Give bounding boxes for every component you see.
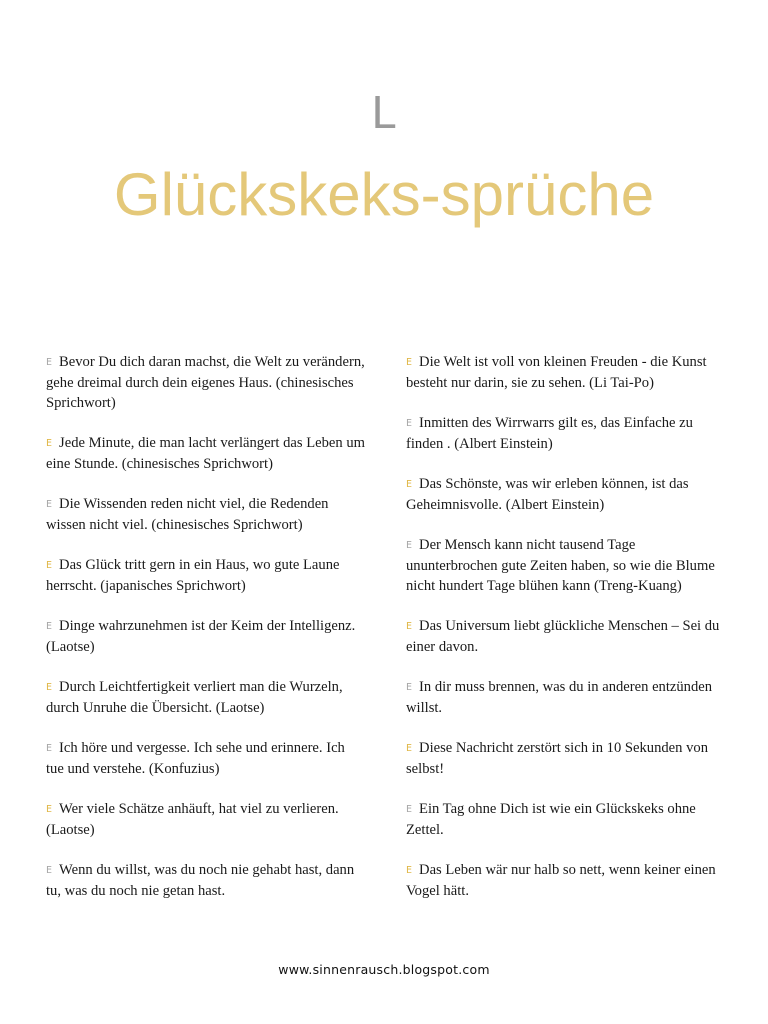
- bullet-icon: E: [46, 560, 53, 571]
- bullet-icon: E: [46, 743, 53, 754]
- bullet-icon: E: [46, 438, 53, 449]
- quote-text: Ich höre und vergesse. Ich sehe und erinnere. Ich tue und verstehe. (Konfuzius): [46, 740, 345, 777]
- quotes-right-column: [406, 352, 726, 921]
- quote-item: [406, 535, 726, 596]
- bullet-icon: E: [46, 682, 53, 693]
- bullet-icon: E: [406, 479, 413, 490]
- quote-text: Die Welt ist voll von kleinen Freuden - die Kunst besteht nur darin, sie zu sehen. (Li Tai-Po): [406, 354, 707, 391]
- quote-item: [46, 677, 366, 718]
- bullet-icon: E: [46, 621, 53, 632]
- quote-text: In dir muss brennen, was du in anderen entzünden willst.: [406, 679, 713, 716]
- quote-item: [46, 352, 366, 413]
- bullet-icon: E: [406, 540, 413, 551]
- quote-text: Inmitten des Wirrwarrs gilt es, das Einfache zu finden . (Albert Einstein): [406, 415, 693, 452]
- bullet-icon: E: [406, 743, 413, 754]
- quote-item: [46, 738, 366, 779]
- quote-item: [406, 860, 726, 901]
- quote-text: Dinge wahrzunehmen ist der Keim der Intelligenz. (Laotse): [46, 618, 356, 655]
- bullet-icon: E: [46, 499, 53, 510]
- quote-text: Das Glück tritt gern in ein Haus, wo gute Laune herrscht. (japanisches Sprichwort): [46, 557, 340, 594]
- bullet-icon: E: [46, 357, 53, 368]
- quote-item: [406, 677, 726, 718]
- quote-text: Bevor Du dich daran machst, die Welt zu verändern, gehe dreimal durch dein eigenes Haus. (chinesisches Sprichwort): [46, 354, 365, 411]
- logo-mark: L: [370, 88, 398, 139]
- quote-text: Diese Nachricht zerstört sich in 10 Sekunden von selbst!: [406, 740, 708, 777]
- footer-url[interactable]: www.sinnenrausch.blogspot.com: [278, 962, 490, 977]
- quote-text: Durch Leichtfertigkeit verliert man die Wurzeln, durch Unruhe die Übersicht. (Laotse): [46, 679, 343, 716]
- quote-item: [406, 474, 726, 515]
- page-title: Glückskeks-sprüche: [113, 161, 655, 228]
- bullet-icon: E: [406, 621, 413, 632]
- bullet-icon: E: [46, 804, 53, 815]
- quote-text: Das Leben wär nur halb so nett, wenn keiner einen Vogel hätt.: [406, 862, 716, 899]
- quote-item: [406, 413, 726, 454]
- quote-text: Ein Tag ohne Dich ist wie ein Glückskeks ohne Zettel.: [406, 801, 696, 838]
- bullet-icon: E: [406, 357, 413, 368]
- bullet-icon: E: [406, 865, 413, 876]
- quotes-left-column: [46, 352, 366, 921]
- bullet-icon: E: [406, 682, 413, 693]
- bullet-icon: E: [406, 418, 413, 429]
- quote-text: Die Wissenden reden nicht viel, die Redenden wissen nicht viel. (chinesisches Sprichwort): [46, 496, 329, 533]
- quote-item: [46, 616, 366, 657]
- quote-item: [46, 433, 366, 474]
- quote-text: Wer viele Schätze anhäuft, hat viel zu verlieren. (Laotse): [46, 801, 339, 838]
- quote-item: [406, 352, 726, 393]
- quote-item: [46, 799, 366, 840]
- quote-item: [406, 616, 726, 657]
- quote-text: Wenn du willst, was du noch nie gehabt hast, dann tu, was du noch nie getan hast.: [46, 862, 355, 899]
- quote-item: [46, 860, 366, 901]
- quote-text: Das Universum liebt glückliche Menschen – Sei du einer davon.: [406, 618, 720, 655]
- quote-item: [406, 799, 726, 840]
- quote-text: Das Schönste, was wir erleben können, ist das Geheimnisvolle. (Albert Einstein): [406, 476, 689, 513]
- bullet-icon: E: [406, 804, 413, 815]
- bullet-icon: E: [46, 865, 53, 876]
- quote-text: Der Mensch kann nicht tausend Tage ununterbrochen gute Zeiten haben, so wie die Blume nicht hundert Tage blühen kann (Treng-Kuang): [406, 537, 715, 594]
- quote-item: [46, 555, 366, 596]
- quote-item: [46, 494, 366, 535]
- quote-text: Jede Minute, die man lacht verlängert das Leben um eine Stunde. (chinesisches Sprichwort): [46, 435, 365, 472]
- quote-item: [406, 738, 726, 779]
